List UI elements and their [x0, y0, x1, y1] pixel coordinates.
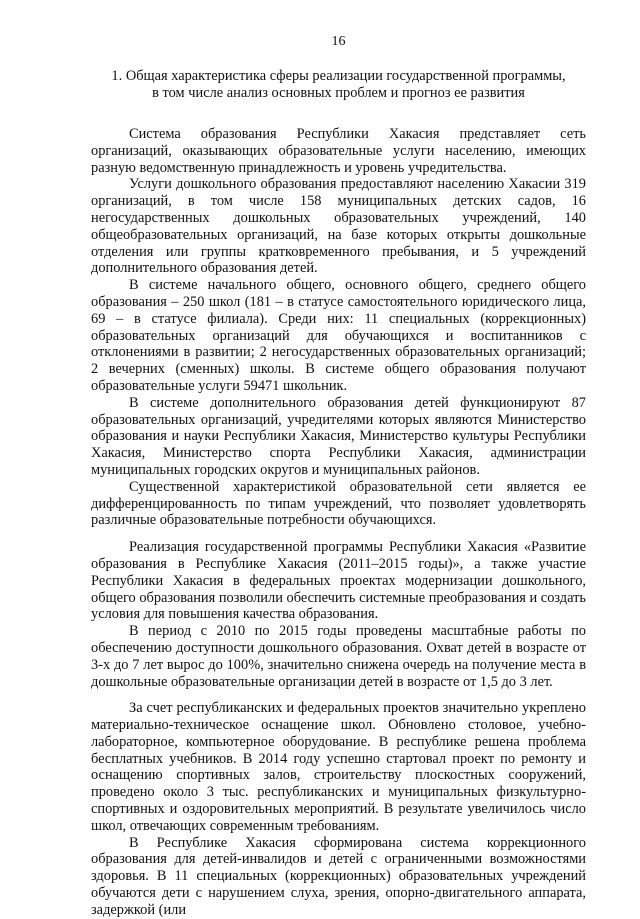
section-title-line-1: 1. Общая характеристика сферы реализации государственной программы, — [111, 68, 566, 84]
page-number: 16 — [331, 34, 346, 49]
paragraph-general-education: В системе начального общего, основного общего, среднего общего образования – 250 школ (181 – в статусе самостоятельного юридического лица, 69 – в статусе филиала). Среди них: 11 специальных (коррекционных) образовательных организаций для обучающихся и воспитанников с отклонениями в развитии; 2 негосударственных образовательных организаций; 2 вечерних (сменных) школы. В системе общего образования получают образовательные услуги 59471 школьник. — [91, 277, 586, 394]
paragraph-school-equipment: За счет республиканских и федеральных проектов значительно укреплено материально-техническое оснащение школ. Обновлено столовое, учебно-лабораторное, компьютерное оборудование. В республике решена проблема бесплатных учебников. В 2014 году успешно стартовал проект по ремонту и оснащению спортивных залов, строительству плоскостных сооружений, проведено около 3 тыс. республиканских и муниципальных физкультурно-спортивных и оздоровительных мероприятий. В результате увеличилось число школ, отвечающих современным требованиям. — [91, 700, 586, 834]
paragraph-education-network: Система образования Республики Хакасия представляет сеть организаций, оказывающих образовательные услуги населению, имеющих разную ведомственную принадлежность и уровень учредительства. — [91, 126, 586, 176]
paragraph-preschool-services: Услуги дошкольного образования предоставляют населению Хакасии 319 организаций, в том числе 158 муниципальных детских садов, 16 негосударственных дошкольных образовательных учреждений, 140 общеобразовательных организаций, на базе которых открыты дошкольные отделения или группы кратковременного пребывания, и 5 учреждений дополнительного образования детей. — [91, 176, 586, 277]
body-text — [91, 126, 586, 919]
paragraph-program-implementation: Реализация государственной программы Республики Хакасия «Развитие образования в Республике Хакасия (2011–2015 годы)», а также участие Республики Хакасия в федеральных проектах модернизации дошкольного, общего образования позволили обеспечить системные преобразования и создать условия для повышения качества образования. — [91, 539, 586, 623]
section-title — [91, 68, 586, 102]
section-title-line-2: в том числе анализ основных проблем и прогноз ее развития — [152, 85, 525, 101]
paragraph-correctional-education: В Республике Хакасия сформирована система коррекционного образования для детей-инвалидов и детей с ограниченными возможностями здоровья. В 11 специальных (коррекционных) образовательных учреждений обучаются дети с нарушением слуха, зрения, опорно-двигательного аппарата, задержкой (или — [91, 834, 586, 918]
paragraph-network-differentiation: Существенной характеристикой образовательной сети является ее дифференцированность по типам учреждений, что позволяет удовлетворять различные образовательные потребности обучающихся. — [91, 478, 586, 529]
paragraph-preschool-access: В период с 2010 по 2015 годы проведены масштабные работы по обеспечению доступности дошкольного образования. Охват детей в возрасте от 3-х до 7 лет вырос до 100%, значительно снижена очередь на получение места в дошкольные образовательные организации детей в возрасте от 1,5 до 3 лет. — [91, 623, 586, 690]
paragraph-additional-education: В системе дополнительного образования детей функционируют 87 образовательных организаций, учредителями которых являются Министерство образования и науки Республики Хакасия, Министерство культуры Республики Хакасия, Министерство спорта Республики Хакасия, администрации муниципальных городских округов и муниципальных районов. — [91, 394, 586, 478]
